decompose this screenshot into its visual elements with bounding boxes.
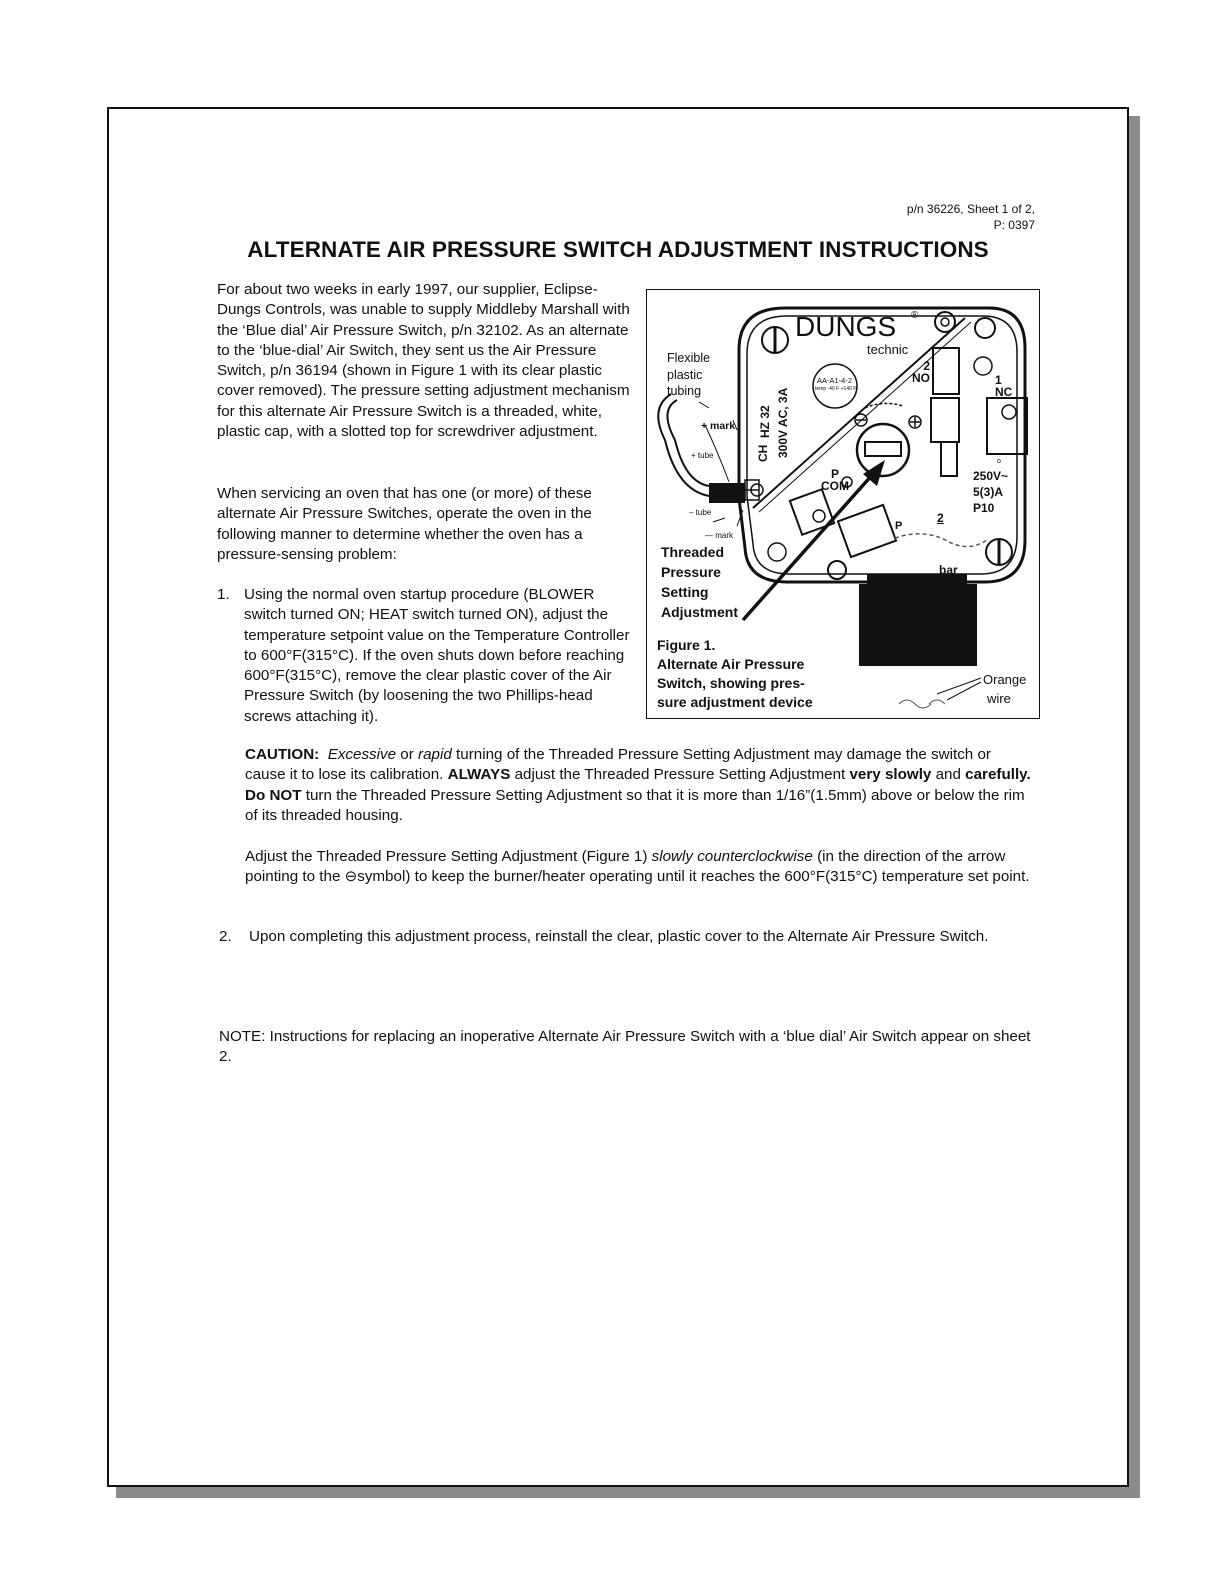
nc-label: NC [995, 385, 1013, 399]
label-plus-mark: + mark [701, 420, 736, 432]
threaded-label-line: Adjustment [661, 604, 738, 620]
label-wire: wire [987, 691, 1011, 706]
caution-text: and [931, 766, 966, 784]
caution-text: or [396, 746, 419, 763]
no-label: NO [912, 371, 930, 385]
voltage-label: 300V AC, 3A [776, 387, 790, 458]
terminal-p-label: P [895, 520, 903, 532]
label-plus-tube: + tube [691, 451, 714, 460]
caution-paragraph [245, 745, 1035, 826]
rating-voltage: 250V~ [973, 469, 1009, 483]
brand-subtitle: technic [867, 342, 909, 357]
caution-rapid: rapid [418, 746, 452, 763]
brand-name: DUNGS [795, 311, 897, 342]
label-minus-mark: — mark [705, 531, 733, 540]
part-number: p/n 36226, Sheet 1 of 2, [906, 202, 1035, 216]
list-item-number: 2. [219, 928, 232, 945]
threaded-label-line: Threaded [661, 544, 725, 560]
p-label: P [830, 467, 839, 481]
adjust-paragraph [245, 847, 1045, 888]
list-item-text: Using the normal oven startup procedure (BLOWER switch turned ON; HEAT switch turned ON), adjust the temperature setpoint value on the Temperature Controller to 600°F(315°C). If the oven shuts down before reaching 600°F(315°C), remove the clear plastic cover of the Air Pressure Switch (by loosening the two Phillips-head screws attaching it). [244, 586, 630, 725]
figure-1 [646, 289, 1040, 719]
list-item-text: Upon completing this adjustment process, reinstall the clear, plastic cover to the Alternate Air Pressure Switch. [249, 928, 989, 945]
caution-always: ALWAYS [447, 766, 511, 784]
label-orange: Orange [983, 672, 1027, 687]
document-page [107, 107, 1129, 1487]
label-plastic: plastic [667, 367, 703, 382]
threaded-label-line: Pressure [661, 564, 721, 580]
page-title: ALTERNATE AIR PRESSURE SWITCH ADJUSTMENT INSTRUCTIONS [247, 237, 989, 262]
caution-carefully: carefully. [965, 766, 1031, 784]
caution-label: CAUTION: [245, 746, 320, 763]
no-number: 2 [923, 359, 930, 373]
caution-excessive: Excessive [327, 746, 397, 763]
terminal-2-label: 2 [937, 511, 944, 525]
note-paragraph: NOTE: Instructions for replacing an inoperative Alternate Air Pressure Switch with a ‘blue dial’ Air Switch appear on sheet 2. [219, 1028, 1031, 1066]
label-minus-tube: – tube [689, 508, 712, 517]
registered-mark: ® [911, 310, 919, 321]
caption-title: Figure 1. [657, 637, 716, 653]
caution-very-slowly: very slowly [849, 766, 932, 784]
caption-line: Alternate Air Pressure [657, 656, 805, 672]
minus-circle-icon: ⊖ [344, 868, 358, 886]
list-item-number: 1. [217, 586, 230, 603]
adjust-text: (in the direction of the arrow pointing to the [245, 848, 1006, 886]
rating-current: 5(3)A [973, 485, 1004, 499]
nc-number: 1 [995, 373, 1002, 387]
adjust-text: Adjust the Threaded Pressure Setting Adjustment (Figure 1) [245, 848, 652, 865]
terminal-o: o [997, 458, 1001, 465]
bar-label: bar [939, 563, 958, 577]
label-flexible: Flexible [667, 351, 711, 365]
model-number: AA-A1-4-2 [817, 376, 853, 385]
adjust-slowly-ccw: slowly counterclockwise [651, 848, 813, 865]
caution-text: turning of the Threaded Pressure Setting Adjustment may damage the switch or cause it to lose its calibration. [245, 746, 991, 784]
threaded-label-line: Setting [661, 584, 709, 600]
caution-text: adjust the Threaded Pressure Setting Adjustment [510, 766, 850, 784]
model-temp: temp -40 F +140 F [815, 386, 857, 392]
p-number: P: 0397 [993, 218, 1035, 232]
figure-caption [657, 636, 813, 712]
caption-line: sure adjustment device [657, 694, 813, 710]
com-label: COM [821, 479, 849, 493]
caution-do-not: Do NOT [245, 786, 302, 804]
caption-line: Switch, showing pres- [657, 675, 805, 691]
caution-text: turn the Threaded Pressure Setting Adjustment so that it is more than 1/16”(1.5mm) above or below the rim of its threaded housing. [245, 786, 1025, 824]
hz-label: HZ 32 [758, 405, 772, 438]
rating-p: P10 [973, 501, 995, 515]
ch-label: CH [756, 444, 770, 462]
label-tubing: tubing [667, 384, 702, 398]
intro-paragraph-1: For about two weeks in early 1997, our supplier, Eclipse-Dungs Controls, was unable to supply Middleby Marshall with the ‘Blue dial’ Air Pressure Switch, p/n 32102. As an alternate to the ‘blue-dial’ Air Switch, they sent us the Air Pressure Switch, p/n 36194 (shown in Figure 1 with its clear plastic cover removed). The pressure setting adjustment mechanism for this alternate Air Pressure Switch is a threaded, white, plastic cap, with a slotted top for screwdriver adjustment. [217, 281, 630, 441]
adjust-text: symbol) to keep the burner/heater operating until it reaches the 600°F(315°C) temperature set point. [357, 868, 1030, 886]
document-id [907, 201, 1035, 233]
intro-paragraph-2: When servicing an oven that has one (or more) of these alternate Air Pressure Switches, operate the oven in the following manner to determine whether the oven has a pressure-sensing problem: [217, 485, 592, 563]
